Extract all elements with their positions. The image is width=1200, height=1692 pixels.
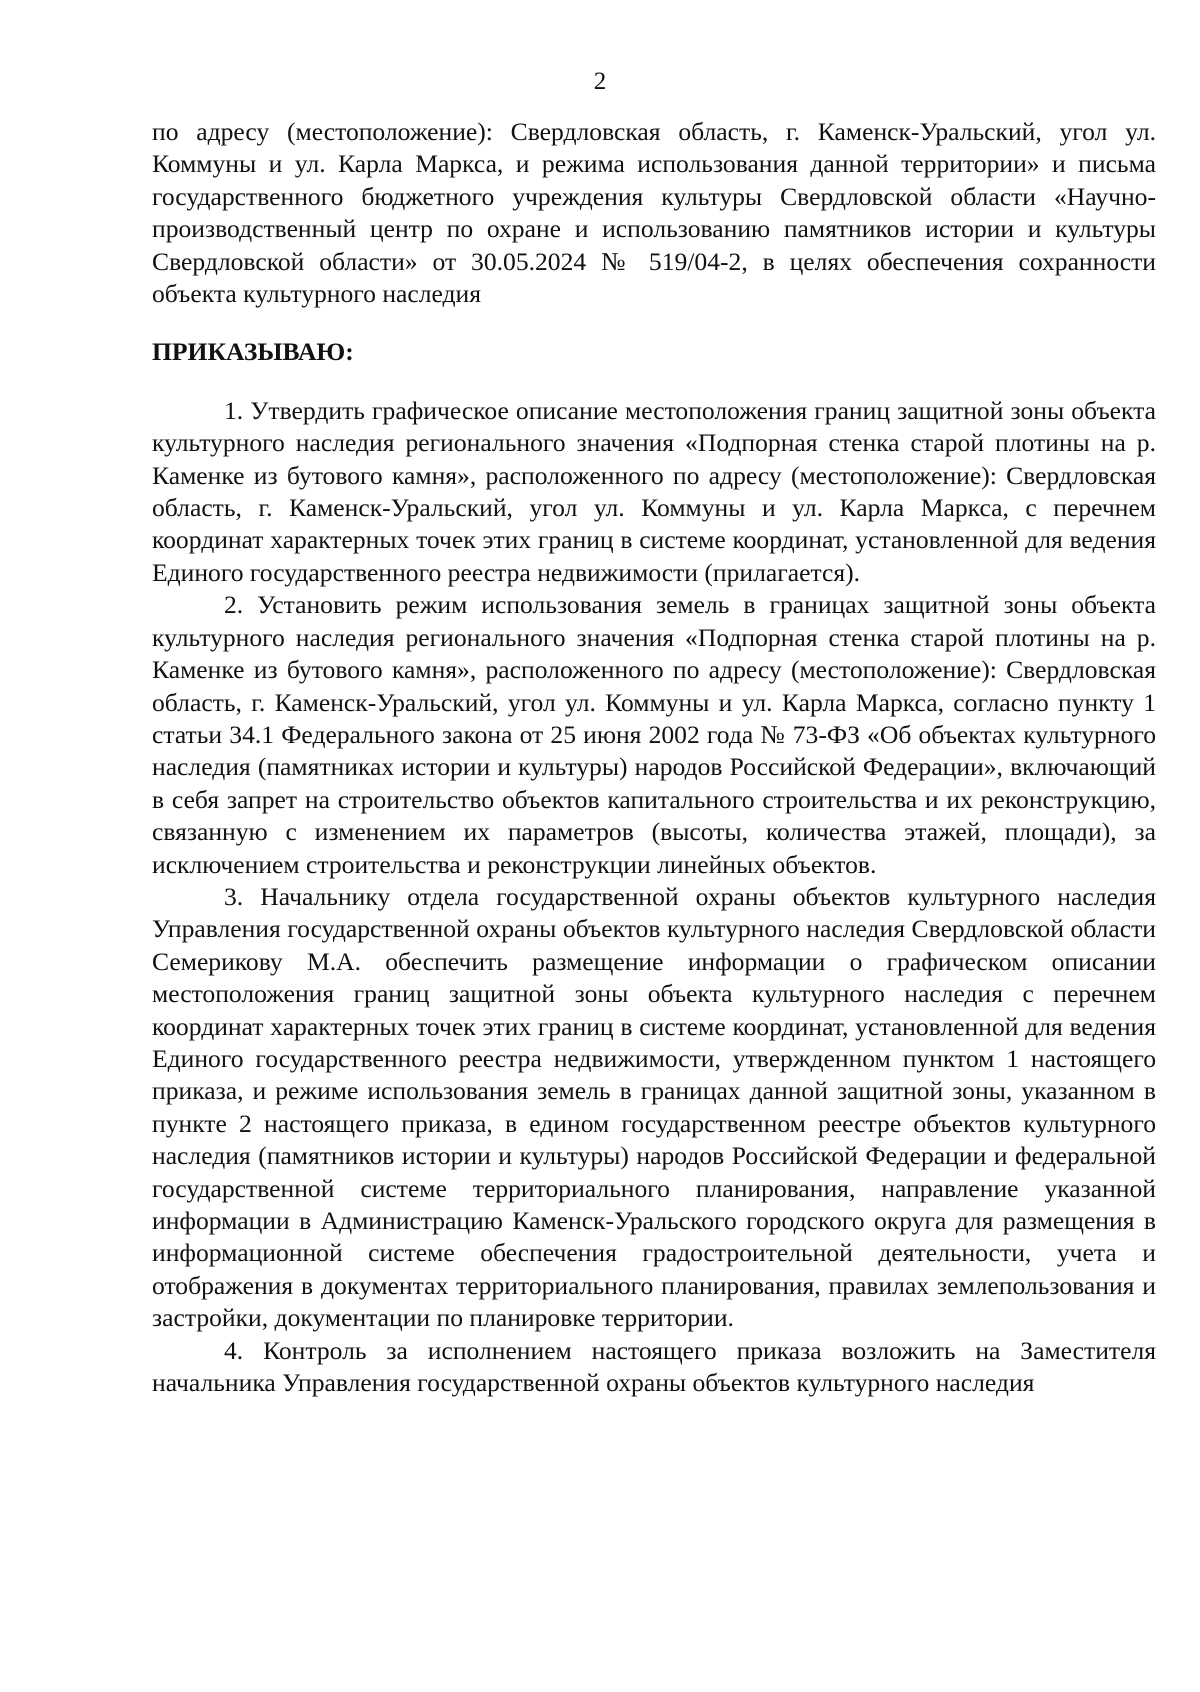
page-number: 2 xyxy=(593,68,607,95)
document-body xyxy=(152,116,1156,1399)
order-heading: ПРИКАЗЫВАЮ: xyxy=(152,337,354,367)
order-item-4: 4. Контроль за исполнением настоящего приказа возложить на Заместителя начальника Управления государственной охраны объектов культурного наследия xyxy=(152,1335,1156,1398)
intro-paragraph: по адресу (местоположение): Свердловская область, г. Каменск-Уральский, угол ул. Коммуны и ул. Карла Маркса, и режима использования данной территории» и письма государственного бюджетного учреждения культуры Свердловской области «Научно-производственный центр по охране и использованию памятников истории и культуры Свердловской области» от 30.05.2024 № 519/04-2, в целях обеспечения сохранности объекта культурного наследия xyxy=(152,117,1156,309)
order-item-2: 2. Установить режим использования земель в границах защитной зоны объекта культурного наследия регионального значения «Подпорная стенка старой плотины на р. Каменке из бутового камня», расположенного по адресу (местоположение): Свердловская область, г. Каменск-Уральский, угол ул. Коммуны и ул. Карла Маркса, согласно пункту 1 статьи 34.1 Федерального закона от 25 июня 2002 года № 73-ФЗ «Об объектах культурного наследия (памятниках истории и культуры) народов Российской Федерации», включающий в себя запрет на строительство объектов капитального строительства и их реконструкцию, связанную с изменением их параметров (высоты, количества этажей, площади), за исключением строительства и реконструкции линейных объектов. xyxy=(152,590,1156,879)
order-item-1: 1. Утвердить графическое описание местоположения границ защитной зоны объекта культурного наследия регионального значения «Подпорная стенка старой плотины на р. Каменке из бутового камня», расположенного по адресу (местоположение): Свердловская область, г. Каменск-Уральский, угол ул. Коммуны и ул. Карла Маркса, с перечнем координат характерных точек этих границ в системе координат, установленной для ведения Единого государственного реестра недвижимости (прилагается). xyxy=(152,395,1156,587)
order-item-3: 3. Начальнику отдела государственной охраны объектов культурного наследия Управления государственной охраны объектов культурного наследия Свердловской области Семерикову М.А. обеспечить размещение информации о графическом описании местоположения границ защитной зоны объекта культурного наследия с перечнем координат характерных точек этих границ в системе координат, установленной для ведения Единого государственного реестра недвижимости, утвержденном пунктом 1 настоящего приказа, и режиме использования земель в границах данной защитной зоны, указанном в пункте 2 настоящего приказа, в едином государственном реестре объектов культурного наследия (памятников истории и культуры) народов Российской Федерации и федеральной государственной системе территориального планирования, направление указанной информации в Администрацию Каменск-Уральского городского округа для размещения в информационной системе обеспечения градостроительной деятельности, учета и отображения в документах территориального планирования, правилах землепользования и застройки, документации по планировке территории. xyxy=(152,881,1156,1333)
